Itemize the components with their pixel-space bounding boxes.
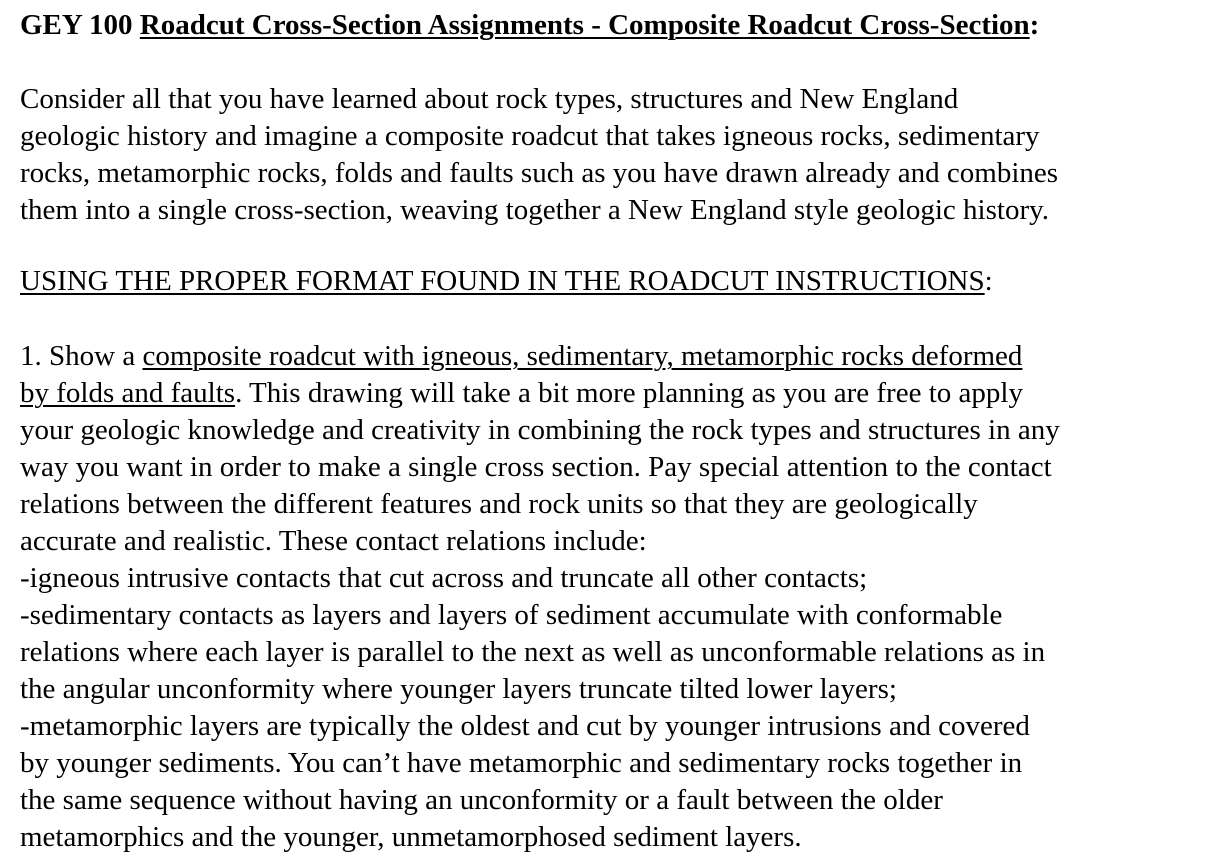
- format-heading-colon: :: [984, 265, 993, 297]
- item-emphasis-2: by folds and faults: [20, 377, 236, 409]
- document-title: [20, 8, 1039, 42]
- item-emphasis-1: composite roadcut with igneous, sedimentary, metamorphic rocks deformed: [142, 340, 1023, 372]
- item-line: the angular unconformity where younger layers truncate tilted lower layers;: [20, 673, 897, 705]
- item-text: . This drawing will take a bit more planning as you are free to apply: [235, 377, 1023, 409]
- item-line: relations between the different features and rock units so that they are geologically: [20, 488, 978, 520]
- course-code: GEY 100: [20, 9, 133, 41]
- instruction-item-1: [20, 338, 1060, 856]
- intro-line: them into a single cross-section, weaving together a New England style geologic history.: [20, 194, 1049, 226]
- item-line: metamorphics and the younger, unmetamorphosed sediment layers.: [20, 821, 802, 853]
- intro-paragraph: [20, 81, 1058, 229]
- item-line: the same sequence without having an unconformity or a fault between the older: [20, 784, 943, 816]
- format-heading-text: USING THE PROPER FORMAT FOUND IN THE ROADCUT INSTRUCTIONS: [20, 265, 985, 297]
- item-line: -igneous intrusive contacts that cut across and truncate all other contacts;: [20, 562, 868, 594]
- item-line: your geologic knowledge and creativity in combining the rock types and structures in any: [20, 414, 1060, 446]
- item-line: accurate and realistic. These contact relations include:: [20, 525, 647, 557]
- item-line: relations where each layer is parallel to the next as well as unconformable relations as in: [20, 636, 1046, 668]
- item-line: -sedimentary contacts as layers and layers of sediment accumulate with conformable: [20, 599, 1003, 631]
- assignment-title: Roadcut Cross-Section Assignments - Composite Roadcut Cross-Section: [139, 9, 1030, 41]
- item-line: -metamorphic layers are typically the oldest and cut by younger intrusions and covered: [20, 710, 1030, 742]
- intro-line: geologic history and imagine a composite roadcut that takes igneous rocks, sedimentary: [20, 120, 1040, 152]
- item-number: 1. Show a: [20, 340, 143, 372]
- title-colon: :: [1029, 9, 1040, 41]
- item-line: way you want in order to make a single cross section. Pay special attention to the contact: [20, 451, 1052, 483]
- format-heading: [20, 263, 993, 300]
- item-line: by younger sediments. You can’t have metamorphic and sedimentary rocks together in: [20, 747, 1023, 779]
- intro-line: Consider all that you have learned about rock types, structures and New England: [20, 83, 959, 115]
- intro-line: rocks, metamorphic rocks, folds and faults such as you have drawn already and combines: [20, 157, 1059, 189]
